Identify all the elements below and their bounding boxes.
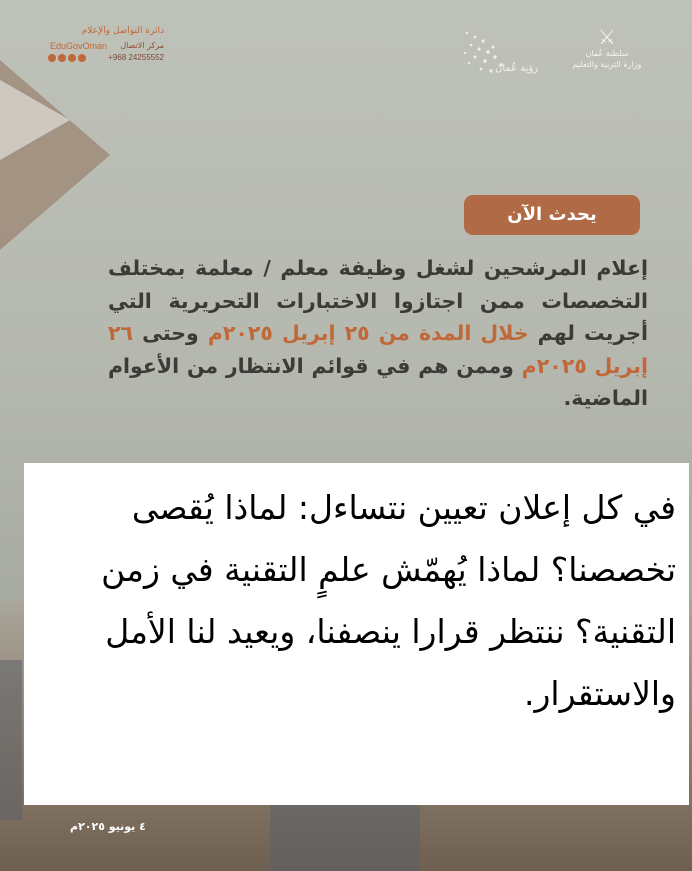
department-name: دائرة التواصل والإعلام	[81, 26, 164, 36]
ministry-country: سلطنة عُمان	[585, 49, 629, 58]
announcement-part2: وحتى	[133, 321, 208, 345]
live-badge: يحدث الآن	[464, 195, 640, 235]
brand-handle: EduGovOman	[50, 41, 108, 51]
ministry-contact-block	[44, 26, 164, 62]
announcement-text	[108, 252, 648, 415]
ministry-name: وزارة التربية والتعليم	[572, 60, 642, 69]
instagram-icon	[58, 54, 66, 62]
decorative-triangle-light	[0, 80, 70, 160]
khanjar-emblem-icon: ⚔	[598, 25, 616, 49]
overlay-comment-text: في كل إعلان تعيين نتساءل: لماذا يُقصى تخصصنا؟ لماذا يُهمّش علمٍ التقنية في زمن التقنية؟ ننتظر قرارا ينصفنا، ويعيد لنا الأمل والاستقرار.	[101, 488, 676, 713]
overlay-comment-box	[24, 463, 689, 805]
youtube-icon	[78, 54, 86, 62]
facebook-icon	[68, 54, 76, 62]
announcement-part1: إعلام المرشحين لشغل وظيفة معلم / معلمة بمختلف التخصصات ممن اجتازوا الاختبارات التحريرية التي أجريت لهم	[108, 256, 649, 345]
phone-number: +968 24255552	[108, 53, 164, 62]
ministry-logo	[572, 26, 642, 94]
call-center-label: مركز الاتصال	[120, 41, 164, 50]
x-icon	[48, 54, 56, 62]
announcement-date-range-end: ٢٦ إبريل ٢٠٢٥م	[108, 321, 649, 378]
announcement-date-range-start: خلال المدة من ٢٥ إبريل ٢٠٢٥م	[207, 321, 529, 345]
post-date: ٤ يونيو ٢٠٢٥م	[70, 820, 146, 833]
vision-text: رؤية عُمان	[495, 63, 539, 74]
social-icons	[48, 54, 86, 62]
oman-vision-logo	[455, 25, 555, 95]
announcement-part3: وممن هم في قوائم الانتظار من الأعوام الماضية.	[108, 353, 648, 410]
vision-burst-icon	[455, 25, 555, 95]
